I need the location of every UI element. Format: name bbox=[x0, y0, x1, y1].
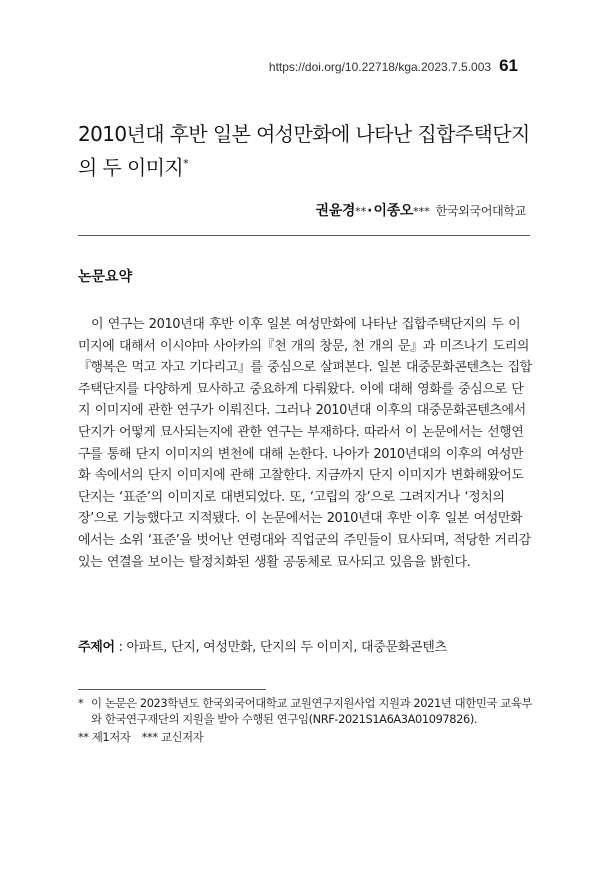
footnote-divider bbox=[78, 689, 266, 690]
title-divider bbox=[78, 235, 530, 236]
title-footnote-marker: * bbox=[183, 157, 189, 170]
page-number: 61 bbox=[499, 56, 518, 75]
footnote-3-text: 교신저자 bbox=[160, 730, 204, 744]
keywords-separator: : bbox=[114, 640, 127, 655]
keywords-text: 아파트, 단지, 여성만화, 단지의 두 이미지, 대중문화콘텐츠 bbox=[126, 640, 447, 655]
abstract-body: 이 연구는 2010년대 후반 이후 일본 여성만화에 나타난 집합주택단지의 두 이미지에 대해서 이시야마 사아카의『천 개의 창문, 천 개의 문』과 미즈나기 도리의『행복은 먹고 자고 기다리고』를 중심으로 살펴본다. 일본 대중문화콘텐츠는 집합주택단지를 다양하게 묘사하고 중요하게 다뤄왔다. 이에 대해 영화를 중심으로 단지 이미지에 관한 연구가 이뤄진다. 그러나 2010년대 이후의 대중문화콘텐츠에서 단지가 어떻게 묘사되는지에 관한 연구는 부재하다. 따라서 이 논문에서는 선행연구를 통해 단지 이미지의 변천에 대해 논한다. 나아가 2010년대의 이후의 여성만화 속에서의 단지 이미지에 관해 고찰한다. 지금까지 단지 이미지가 변화해왔어도 단지는 ‘표준’의 이미지로 대변되었다. 또, ‘고립의 장’으로 그려지거나 ‘정치의 장’으로 기능했다고 지적됐다. 이 논문에서는 2010년대 후반 이후 일본 여성만화에서는 소위 ‘표준’을 벗어난 연령대와 직업군의 주민들이 묘사되며, 적당한 거리감 있는 연결을 보이는 탈정치화된 생활 공동체로 묘사되고 있음을 밝힌다. bbox=[78, 317, 532, 570]
author-1-marker: ** bbox=[355, 205, 367, 218]
doi-link[interactable]: https://doi.org/10.22718/kga.2023.7.5.003 bbox=[268, 60, 492, 74]
footnote-3-marker: *** bbox=[141, 730, 158, 744]
footnote-1-marker: * bbox=[78, 696, 84, 710]
author-separator: · bbox=[367, 203, 373, 219]
author-2-marker: *** bbox=[413, 205, 430, 218]
author-name-1: 권윤경 bbox=[315, 203, 356, 219]
author-line bbox=[315, 200, 526, 220]
footnote-2-text: 제1저자 bbox=[91, 730, 131, 744]
footnote-2-marker: ** bbox=[78, 730, 89, 744]
footnotes bbox=[78, 695, 534, 745]
author-affiliation: 한국외국어대학교 bbox=[435, 204, 526, 218]
author-name-2: 이종오 bbox=[373, 203, 414, 219]
footnote-funding bbox=[78, 695, 534, 727]
keywords-label: 주제어 bbox=[78, 640, 115, 655]
keywords-line bbox=[78, 636, 532, 655]
paper-title bbox=[78, 120, 538, 183]
footnote-1-text: 이 논문은 2023학년도 한국외국어대학교 교원연구지원사업 지원과 2021년 대한민국 교육부와 한국연구재단의 지원을 받아 수행된 연구임(NRF-2021S1A6A3A01097826). bbox=[91, 696, 533, 726]
abstract-heading: 논문요약 bbox=[78, 269, 133, 285]
footnote-author-roles bbox=[78, 729, 534, 745]
paper-title-text: 2010년대 후반 일본 여성만화에 나타난 집합주택단지의 두 이미지 bbox=[78, 122, 530, 180]
running-head bbox=[269, 56, 518, 76]
